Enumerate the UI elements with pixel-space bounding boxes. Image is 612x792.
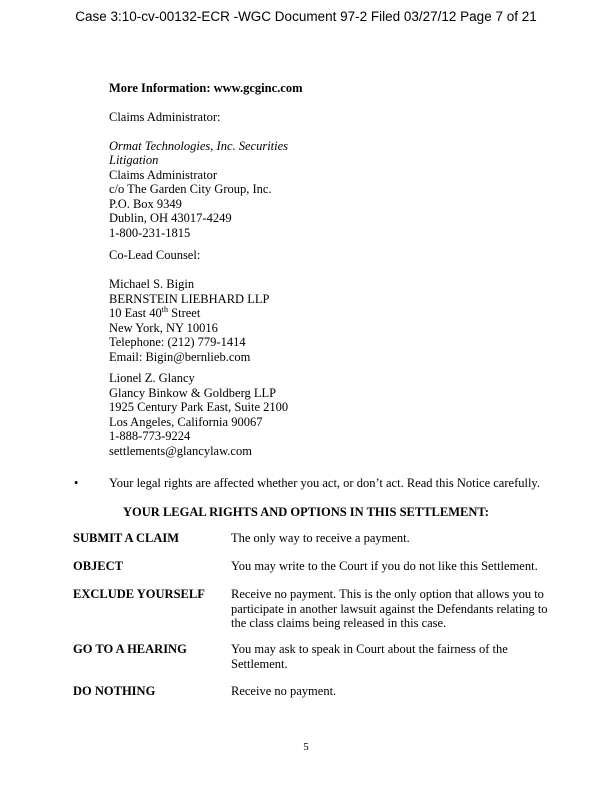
option-desc-submit-claim: The only way to receive a payment. [231,531,410,545]
counsel-glancy-block [109,371,539,458]
bullet-icon: • [74,476,79,490]
counsel-street: 1925 Century Park East, Suite 2100 [109,400,289,414]
court-filing-header: Case 3:10-cv-00132-ECR -WGC Document 97-2 Filed 03/27/12 Page 7 of 21 [75,9,537,24]
litigation-title-line2: Litigation [109,153,159,167]
co-lead-counsel-heading: Co-Lead Counsel: [109,248,201,262]
counsel-city: New York, NY 10016 [109,320,218,335]
counsel-street: 10 East 40th Street [109,304,201,320]
option-desc-exclude-yourself: Receive no payment. This is the only option that allows you to participate in another lawsuit against the Defendants relating to the class claims being released in this case. [231,587,548,630]
litigation-title-line1: Ormat Technologies, Inc. Securities [109,138,289,153]
admin-line: Dublin, OH 43017-4249 [109,211,232,225]
counsel-email: Email: Bigin@bernlieb.com [109,349,251,364]
option-label-exclude-yourself: EXCLUDE YOURSELF [73,587,205,601]
admin-line: c/o The Garden City Group, Inc. [109,182,272,196]
option-desc-object: You may write to the Court if you do not like this Settlement. [231,559,538,573]
admin-line: Claims Administrator [109,167,217,182]
claims-administrator-block [109,110,539,240]
admin-line: 1-800-231-1815 [109,225,191,240]
option-label-object: OBJECT [73,559,124,573]
counsel-name: Michael S. Bigin [109,277,195,291]
bullet-text: Your legal rights are affected whether you act, or don’t act. Read this Notice carefully. [109,476,540,490]
counsel-email: settlements@glancylaw.com [109,443,252,458]
claims-administrator-heading: Claims Administrator: [109,110,221,124]
option-label-submit-claim: SUBMIT A CLAIM [73,531,180,545]
counsel-firm: Glancy Binkow & Goldberg LLP [109,385,277,400]
counsel-phone: 1-888-773-9224 [109,429,191,443]
counsel-name: Lionel Z. Glancy [109,371,195,385]
counsel-city: Los Angeles, California 90067 [109,414,263,429]
counsel-bigin-block [109,277,539,364]
counsel-phone: Telephone: (212) 779-1414 [109,335,246,349]
options-section-title: YOUR LEGAL RIGHTS AND OPTIONS IN THIS SETTLEMENT: [123,505,489,519]
page-number: 5 [303,741,309,753]
option-desc-do-nothing: Receive no payment. [231,684,337,698]
more-information-line: More Information: www.gcginc.com [109,81,303,95]
admin-line: P.O. Box 9349 [109,196,182,211]
option-desc-go-to-hearing: You may ask to speak in Court about the fairness of the Settlement. [231,642,508,671]
counsel-firm: BERNSTEIN LIEBHARD LLP [109,291,270,306]
option-label-go-to-hearing: GO TO A HEARING [73,642,187,656]
option-label-do-nothing: DO NOTHING [73,684,156,698]
